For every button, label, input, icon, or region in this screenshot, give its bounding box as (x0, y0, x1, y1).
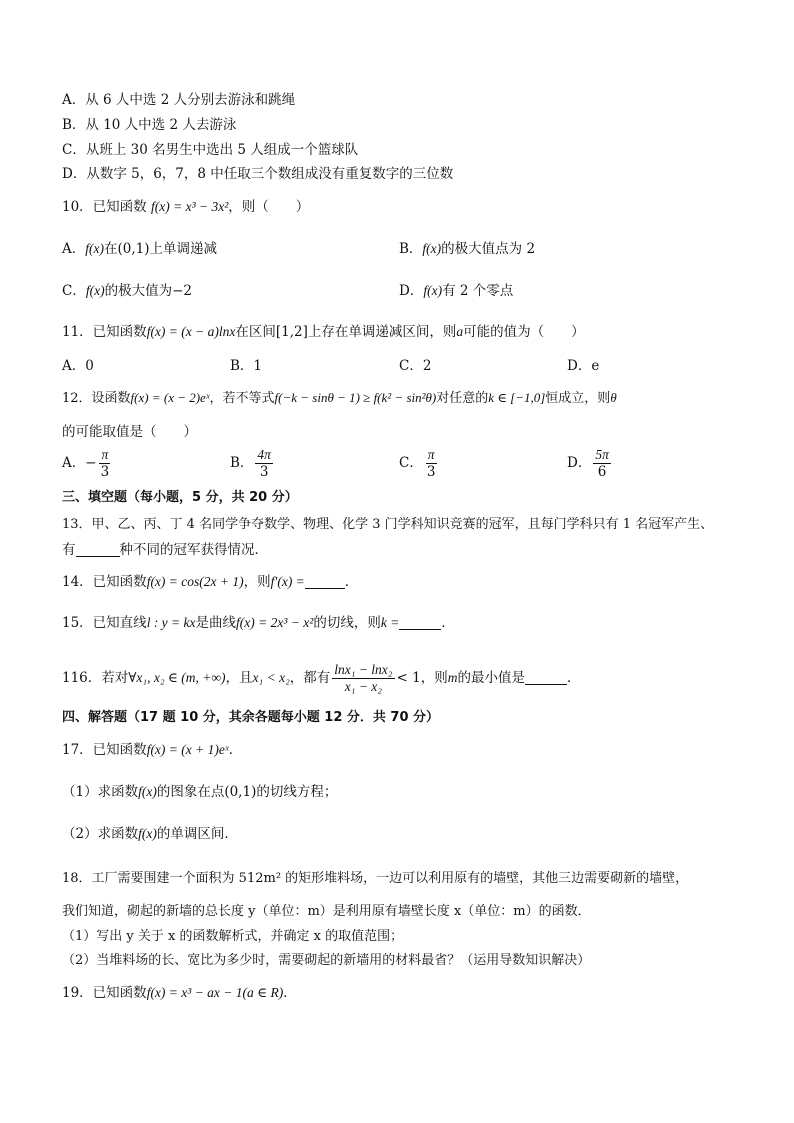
fraction-numerator: 4π (257, 447, 271, 462)
fraction-numerator: π (101, 447, 109, 462)
q10-formula: f(x) = x³ − 3x² (150, 199, 229, 214)
fraction-numerator: π (427, 447, 435, 462)
q19-formula: f(x) = x³ − ax − 1(a ∈ R) (146, 985, 284, 1000)
q12-option-b (230, 447, 275, 480)
option-text: 的极大值点为 2 (441, 241, 536, 257)
q14-answer-blank (305, 574, 345, 589)
fraction-denominator: x₁ − x₂ (344, 679, 382, 694)
q16-var: m (447, 670, 458, 685)
q16-relation: < 1 (396, 670, 421, 686)
q16-mid2: ，都有 (289, 670, 331, 686)
q17-part1-formula: f(x) (138, 784, 157, 799)
q13-answer-blank (76, 542, 120, 557)
fraction-denominator: 3 (259, 464, 269, 480)
q18-part2: （2）当堆料场的长、宽比为多少时，需要砌起的新墙用的材料最省？（运用导数知识解决） (62, 953, 591, 968)
q11-stem (62, 322, 585, 342)
q13-prefix: 有 (62, 542, 76, 558)
fraction-denominator: 6 (597, 464, 607, 480)
q13-line2 (62, 540, 268, 560)
option-label: C． (399, 455, 423, 471)
q16-condition: x₁ < x₂ (252, 670, 290, 685)
q16-suffix: 的最小值是 (457, 670, 525, 686)
q9-option-c: C．从班上 30 名男生中选出 5 人组成一个篮球队 (62, 142, 359, 158)
q15-curve-eq: f(x) = 2x³ − x² (236, 615, 314, 630)
q10-stem-prefix: 10．已知函数 (62, 199, 147, 215)
q16-fraction (332, 662, 394, 695)
q15-suffix: ． (441, 615, 455, 631)
q16-answer-blank (525, 670, 567, 685)
section-3-title: 三、填空题（每小题，5 分，共 20 分） (62, 490, 298, 505)
option-formula: f(x) (85, 283, 105, 298)
q18-line1: 18．工厂需要围建一个面积为 512m² 的矩形堆料场，一边可以利用原有的墙壁，其他三边需要砌新的墙壁， (62, 871, 689, 886)
q10-stem-suffix: ，则（ ） (228, 199, 310, 215)
q15-mid: 是曲线 (195, 615, 237, 631)
q17-part1-suffix: 的图象在点(0,1)的切线方程； (156, 784, 338, 800)
q12-mid: ，若不等式 (209, 391, 275, 406)
q17-part2-suffix: 的单调区间． (156, 826, 238, 842)
q11-stem-suffix: 可能的值为（ ） (463, 324, 585, 340)
q13-suffix: 种不同的冠军获得情况． (119, 542, 268, 558)
q12-range: k ∈ [−1,0] (488, 390, 546, 405)
q17-part2-prefix: （2）求函数 (62, 826, 139, 842)
q12-inequality: f(−k − sinθ − 1) ≥ f(k² − sin²θ) (274, 390, 437, 405)
option-formula: f(x) (423, 283, 443, 298)
fraction-numerator: lnx₁ − lnx₂ (334, 662, 393, 677)
q17-part2 (62, 824, 238, 844)
q14-prefix: 14．已知函数 (62, 574, 147, 590)
q16-mid: ，且 (225, 670, 253, 686)
q11-var: a (456, 324, 464, 339)
q17-prefix: 17．已知函数 (62, 742, 147, 758)
option-label: D． (567, 455, 592, 471)
q14-suffix: ． (344, 574, 359, 590)
option-text: 的极大值为−2 (104, 283, 192, 299)
q16-prefix: 116．若对 (62, 670, 129, 686)
q13-line1: 13．甲、乙、丙、丁 4 名同学争夺数学、物理、化学 3 门学科知识竞赛的冠军，且每门学科只有 1 名冠军产生、 (62, 517, 714, 532)
q11-option-c: C．2 (399, 358, 432, 374)
option-text: 有 2 个零点 (442, 283, 514, 299)
q17-part2-formula: f(x) (138, 826, 157, 841)
q10-option-c (62, 281, 192, 301)
option-label: B． (399, 241, 423, 257)
option-sign: − (85, 455, 97, 471)
q19-prefix: 19．已知函数 (62, 985, 147, 1001)
q11-option-a: A．0 (62, 358, 94, 374)
q15 (62, 613, 455, 633)
q15-prefix: 15．已知直线 (62, 615, 147, 631)
q17-suffix: ． (228, 742, 243, 758)
fraction-denominator: 3 (100, 464, 110, 480)
q12-var: θ (610, 390, 617, 405)
q17-formula: f(x) = (x + 1)eˣ (146, 742, 229, 757)
q11-stem-prefix: 11．已知函数 (62, 324, 147, 340)
q12-end: 恒成立，则 (545, 391, 611, 406)
q16-quantifier: ∀x₁, x₂ ∈ (m, +∞) (128, 670, 226, 685)
option-fraction (425, 447, 438, 480)
q18-line2: 我们知道，砌起的新墙的总长度 y（单位：m）是利用原有墙壁长度 x（单位：m）的函数． (62, 904, 591, 919)
q16 (62, 656, 580, 700)
fraction-numerator: 5π (595, 447, 609, 462)
q10-stem (62, 197, 309, 217)
q11-stem-mid: 在区间[1,2]上存在单调递减区间，则 (235, 324, 457, 340)
q15-mid2: 的切线，则 (313, 615, 381, 631)
section-4-title: 四、解答题（17 题 10 分，其余各题每小题 12 分．共 70 分） (62, 710, 440, 725)
q10-option-d (399, 281, 513, 301)
q10-option-b (399, 239, 535, 259)
q16-tail: ，则 (420, 670, 448, 686)
q17-part1 (62, 782, 337, 802)
option-text: 在(0,1)上单调递减 (103, 241, 217, 257)
q12-stem (62, 388, 617, 409)
q15-ask: k = (380, 615, 400, 630)
option-label: B． (230, 455, 254, 471)
option-formula: f(x) (85, 241, 104, 256)
q19-stem (62, 983, 297, 1003)
q12-option-a (62, 447, 113, 480)
option-fraction (593, 447, 611, 480)
q15-line-eq: l : y = kx (146, 615, 196, 630)
q19-suffix: ． (283, 985, 297, 1001)
q15-answer-blank (399, 615, 441, 630)
option-label: D． (399, 283, 424, 299)
q12-tail: 对任意的 (436, 391, 489, 406)
q11-formula: f(x) = (x − a)lnx (146, 324, 236, 339)
q12-stem-line2: 的可能取值是（ ） (62, 424, 197, 440)
option-label: A． (62, 241, 86, 257)
q12-option-d (567, 447, 613, 480)
q14 (62, 572, 358, 592)
q12-prefix: 12．设函数 (62, 391, 131, 406)
q14-ask: f′(x) = (270, 574, 305, 589)
q9-option-a: A．从 6 人中选 2 人分别去游泳和跳绳 (62, 92, 296, 108)
q12-option-c (399, 447, 439, 480)
q14-formula: f(x) = cos(2x + 1) (146, 574, 244, 589)
q17-stem (62, 740, 242, 760)
option-fraction (99, 447, 112, 480)
option-formula: f(x) (422, 241, 442, 256)
option-label: C． (62, 283, 86, 299)
q12-formula: f(x) = (x − 2)eˣ (130, 390, 210, 405)
q18-part1: （1）写出 y 关于 x 的函数解析式，并确定 x 的取值范围； (62, 929, 404, 944)
q16-end: ． (566, 670, 581, 686)
q9-option-d: D．从数字 5，6，7，8 中任取三个数组成没有重复数字的三位数 (62, 166, 454, 182)
q17-part1-prefix: （1）求函数 (62, 784, 139, 800)
fraction-denominator: 3 (426, 464, 436, 480)
option-label: A． (62, 455, 86, 471)
q14-mid: ，则 (243, 574, 271, 590)
option-fraction (255, 447, 273, 480)
q11-option-d: D．e (567, 358, 600, 374)
q9-option-b: B．从 10 人中选 2 人去游泳 (62, 117, 237, 133)
q10-option-a (62, 239, 217, 259)
q11-option-b: B．1 (230, 358, 263, 374)
